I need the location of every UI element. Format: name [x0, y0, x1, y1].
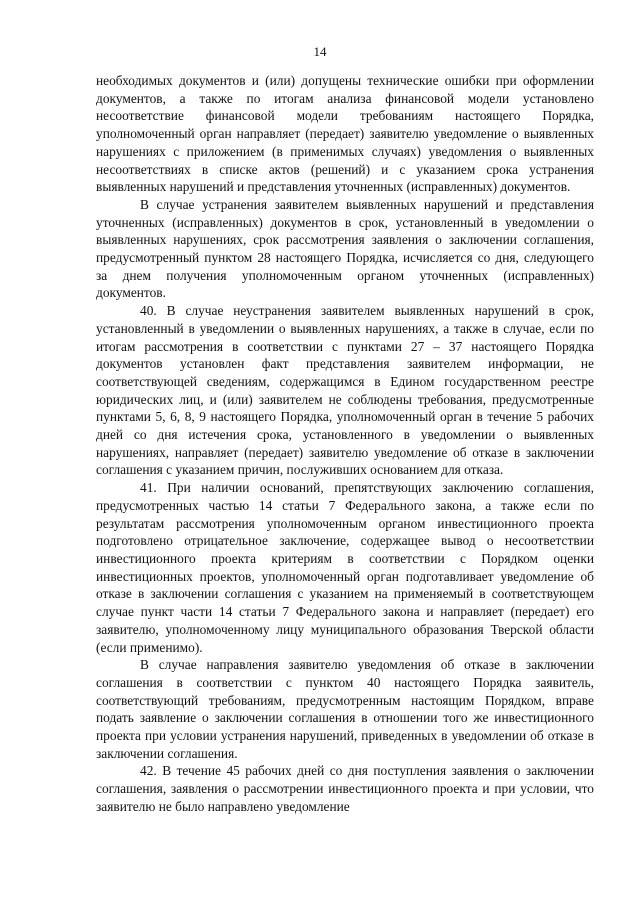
paragraph-clause-40: 40. В случае неустранения заявителем выявленных нарушений в срок, установленный в уведомлении о выявленных нарушениях, а также в случае, если по итогам рассмотрения в соответствии с пунктами 27 – 37 настоящего Порядка документов установлен факт представления заявителем информации, не соответствующей сведениям, содержащимся в Едином государственном реестре юридических лиц, и (или) заявителем не соблюдены требования, предусмотренные пунктами 5, 6, 8, 9 настоящего Порядка, уполномоченный орган в течение 5 рабочих дней со дня истечения срока, установленного в уведомлении о выявленных нарушениях, направляет (передает) заявителю уведомление об отказе в заключении соглашения с указанием причин, послуживших основанием для отказа. [96, 303, 594, 478]
page-number: 14 [313, 44, 327, 59]
paragraph-clause-42: 42. В течение 45 рабочих дней со дня поступления заявления о заключении соглашения, заявления о рассмотрении инвестиционного проекта и при условии, что заявителю не было направлено уведомление [96, 763, 594, 814]
paragraph-continued: необходимых документов и (или) допущены технические ошибки при оформлении документов, а также по итогам анализа финансовой модели установлено несоответствие финансовой модели требованиям настоящего Порядка, уполномоченный орган направляет (передает) заявителю уведомление о выявленных нарушениях с приложением (в применимых случаях) уведомления о выявленных несоответствиях в списке актов (решений) и с указанием срока устранения выявленных нарушений и представления уточненных (исправленных) документов. [96, 73, 594, 195]
paragraph-refusal-resubmission: В случае направления заявителю уведомления об отказе в заключении соглашения в соответствии с пунктом 40 настоящего Порядка заявитель, соответствующий требованиям, предусмотренным настоящим Порядком, вправе подать заявление о заключении соглашения в отношении того же инвестиционного проекта при условии устранения нарушений, приведенных в уведомлении об отказе в заключении соглашения. [96, 657, 594, 761]
document-body [96, 72, 594, 816]
paragraph-elimination-of-violations: В случае устранения заявителем выявленных нарушений и представления уточненных (исправленных) документов в срок, установленный в уведомлении о выявленных нарушениях, срок рассмотрения заявления о заключении соглашения, предусмотренный пунктом 28 настоящего Порядка, исчисляется со дня, следующего за днем получения уполномоченным органом уточненных (исправленных) документов. [96, 196, 594, 301]
paragraph-clause-41: 41. При наличии оснований, препятствующих заключению соглашения, предусмотренных частью 14 статьи 7 Федерального закона, а также если по результатам рассмотрения уполномоченным органом инвестиционного проекта подготовлено отрицательное заключение, содержащее вывод о несоответствии инвестиционного проекта критериям в соответствии с Порядком оценки инвестиционных проектов, уполномоченный орган подготавливает уведомление об отказе в заключении соглашения с указанием на применяемый в соответствующем случае пункт части 14 статьи 7 Федерального закона и направляет (передает) его заявителю, уполномоченному лицу муниципального образования Тверской области (если применимо). [96, 480, 594, 655]
